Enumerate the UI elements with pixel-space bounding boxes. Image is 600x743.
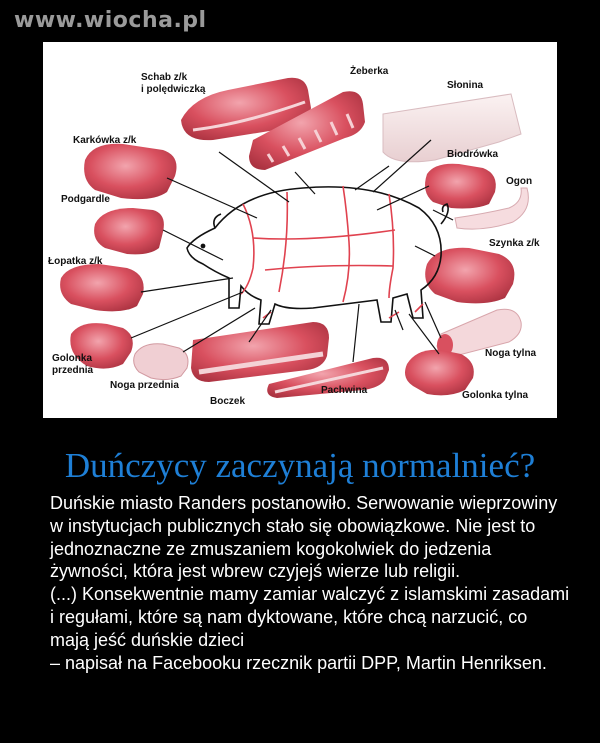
cut-boczek	[191, 322, 329, 382]
cut-lopatka	[60, 264, 144, 311]
label-biodrowka: Biodrówka	[447, 149, 499, 160]
article-body	[50, 492, 570, 674]
label-pachwina: Pachwina	[321, 385, 368, 396]
label-podgardle: Podgardle	[61, 194, 110, 205]
label-noga-przednia: Noga przednia	[110, 380, 179, 391]
paragraph: Duńskie miasto Randers postanowiło. Serwowanie wieprzowiny w instytucjach publicznych stało się obowiązkowe. Nie jest to jednoznaczne ze zmuszaniem kogokolwiek do jedzenia żywności, która jest wbrew czyjejś wierze lub religii.	[50, 493, 558, 582]
paragraph: – napisał na Facebooku rzecznik partii DPP, Martin Henriksen.	[50, 652, 547, 673]
label-schab: Schab z/k i polędwiczką	[141, 72, 206, 95]
cut-karkowka	[84, 144, 176, 199]
label-noga-tylna: Noga tylna	[485, 348, 537, 359]
cut-podgardle	[94, 208, 164, 254]
cut-noga-przednia	[134, 344, 188, 380]
cut-biodrowka	[425, 164, 496, 209]
label-ogon: Ogon	[506, 176, 533, 187]
pork-cuts-illustration	[43, 42, 557, 418]
watermark: www.wiocha.pl	[14, 8, 207, 33]
label-zeberka: Żeberka	[350, 66, 389, 77]
label-karkowka: Karkówka z/k	[73, 135, 137, 146]
cut-golonka-tylna	[405, 350, 474, 396]
label-szynka: Szynka z/k	[489, 238, 540, 249]
label-golonka-tylna: Golonka tylna	[462, 390, 529, 401]
cut-szynka	[425, 248, 514, 304]
pig-cut-lines	[241, 186, 423, 318]
label-slonina: Słonina	[447, 80, 484, 91]
pork-cuts-diagram	[43, 42, 557, 418]
label-boczek: Boczek	[210, 396, 246, 407]
label-lopatka: Łopatka z/k	[48, 256, 103, 267]
headline: Duńczycy zaczynają normalnieć?	[64, 446, 536, 485]
paragraph: (...) Konsekwentnie mamy zamiar walczyć z islamskimi zasadami i regułami, które są nam dyktowane, które chcą narzucić, co mają jeść duńskie dzieci	[50, 584, 570, 650]
pig-outline-icon	[187, 187, 448, 324]
label-golonka-przednia: Golonka przednia	[52, 353, 94, 376]
